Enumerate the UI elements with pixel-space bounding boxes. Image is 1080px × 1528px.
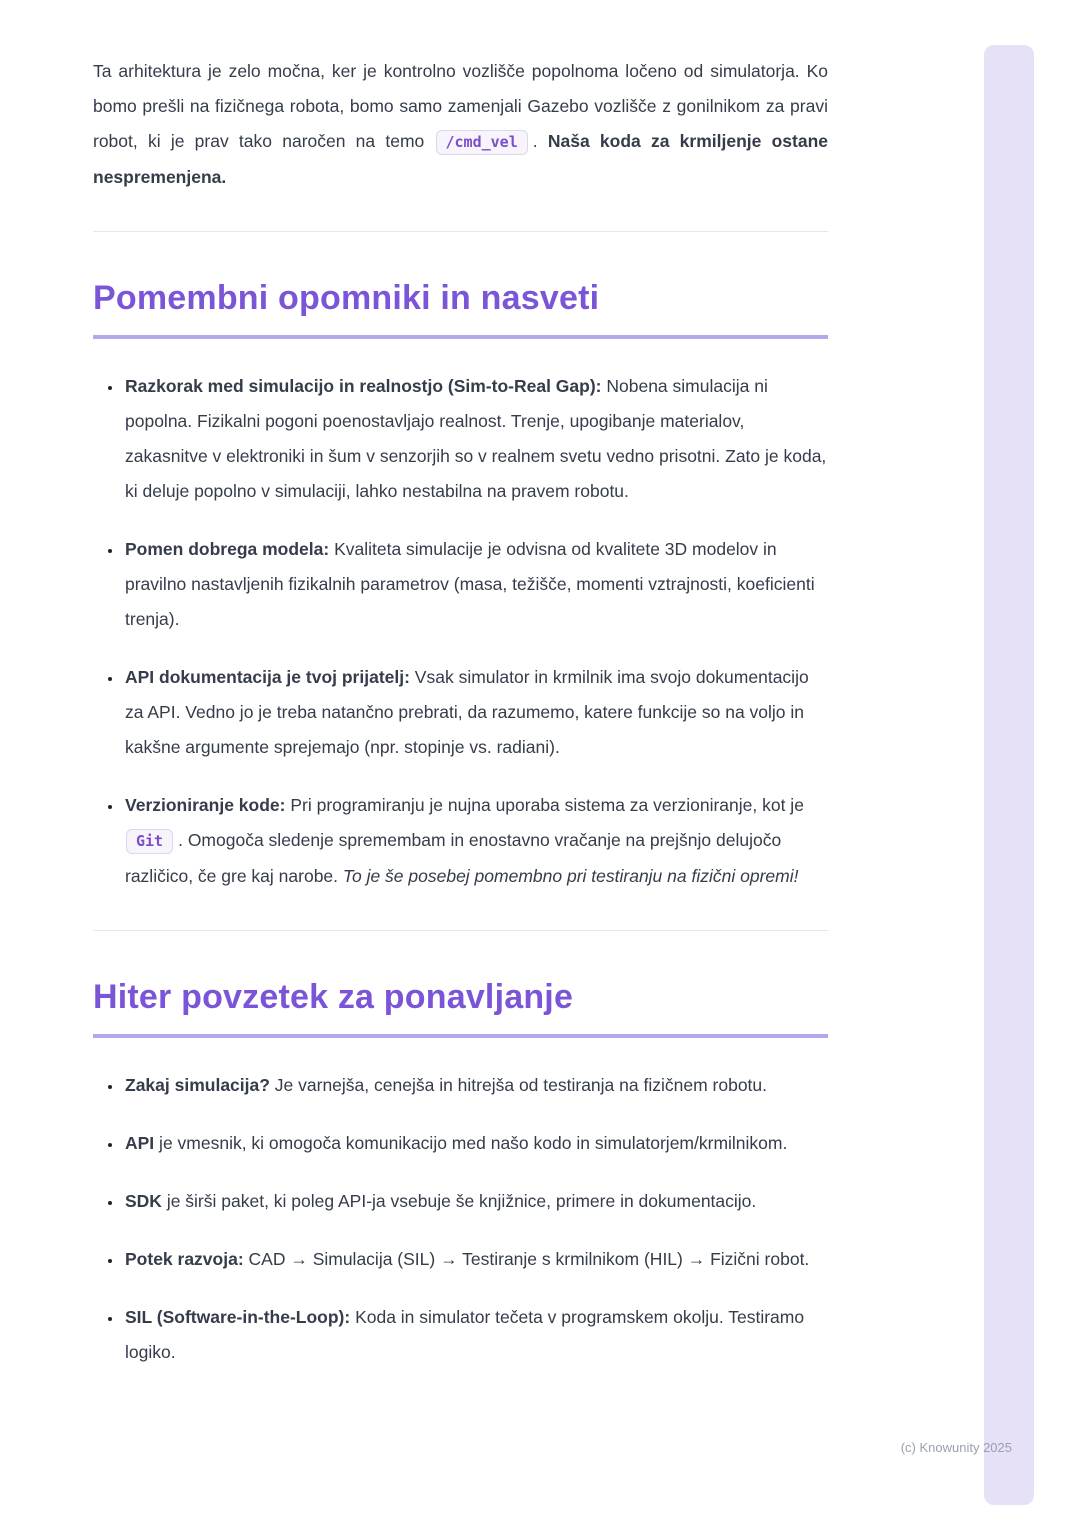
text-segment: Razkorak med simulacijo in realnostjo (Sim-to-Real Gap): xyxy=(125,375,602,396)
text-segment: Koda in simulator tečeta v programskem okolju. Testiramo logiko. xyxy=(125,1306,805,1362)
text-segment: SIL (Software-in-the-Loop): xyxy=(125,1306,351,1327)
text-segment: SDK xyxy=(125,1190,162,1211)
section-title-notes: Pomembni opomniki in nasveti xyxy=(93,278,828,339)
bullet-item xyxy=(123,369,828,509)
bullet-item xyxy=(123,1300,828,1370)
bullet-item xyxy=(123,1126,828,1161)
text-segment: Potek razvoja: xyxy=(125,1248,244,1269)
text-segment: CAD → Simulacija (SIL) → Testiranje s krmilnikom (HIL) → Fizični robot. xyxy=(243,1248,810,1269)
section-divider xyxy=(93,231,828,232)
text-segment: . Omogoča sledenje spremembam in enostavno vračanje na prejšnjo delujočo različico, če gre kaj narobe. xyxy=(125,829,782,886)
text-segment: je vmesnik, ki omogoča komunikacijo med našo kodo in simulatorjem/krmilnikom. xyxy=(154,1132,788,1153)
bullet-item xyxy=(123,788,828,894)
text-segment: je širši paket, ki poleg API-ja vsebuje še knjižnice, primere in dokumentacijo. xyxy=(161,1190,757,1211)
text-segment: Je varnejša, cenejša in hitrejša od testiranja na fizičnem robotu. xyxy=(269,1074,768,1095)
text-segment: Verzioniranje kode: xyxy=(125,794,286,815)
intro-paragraph xyxy=(93,54,828,195)
text-segment: Pomen dobrega modela: xyxy=(125,538,330,559)
inline-code-chip: /cmd_vel xyxy=(436,130,528,155)
text-segment: API dokumentacija je tvoj prijatelj: xyxy=(125,666,410,687)
text-segment: Ta arhitektura je zelo močna, ker je kontrolno vozlišče popolnoma ločeno od simulatorja. Ko bomo prešli na fizičnega robota, bomo samo zamenjali Gazebo vozlišče z gonilnikom za pravi robot, ki je prav tako naročen na temo xyxy=(93,61,828,151)
section-title-summary: Hiter povzetek za ponavljanje xyxy=(93,977,828,1038)
bullet-item xyxy=(123,1242,828,1277)
text-segment: . xyxy=(532,131,548,151)
text-segment: Vsak simulator in krmilnik ima svojo dokumentacijo za API. Vedno jo je treba natančno prebrati, da razumemo, katere funkcije so na voljo in kakšne argumente sprejemajo (npr. stopinje vs. radiani). xyxy=(125,666,809,757)
bullet-item xyxy=(123,1184,828,1219)
bullet-item xyxy=(123,1068,828,1103)
section-divider xyxy=(93,930,828,931)
text-segment: Zakaj simulacija? xyxy=(125,1074,270,1095)
scrollbar-track[interactable] xyxy=(984,45,1034,1505)
text-segment: API xyxy=(125,1132,155,1153)
text-segment: To je še posebej pomembno pri testiranju na fizični opremi! xyxy=(342,865,799,886)
text-segment: Naša koda za krmiljenje ostane nespremenjena. xyxy=(93,131,828,187)
bullet-item xyxy=(123,532,828,637)
copyright-footer: (c) Knowunity 2025 xyxy=(900,1440,1012,1455)
text-segment: Pri programiranju je nujna uporaba sistema za verzioniranje, kot je xyxy=(285,794,804,815)
text-segment: Kvaliteta simulacije je odvisna od kvalitete 3D modelov in pravilno nastavljenih fizikalnih parametrov (masa, težišče, momenti vztrajnosti, koeficienti trenja). xyxy=(125,538,815,629)
inline-code-chip: Git xyxy=(126,829,173,854)
bullet-list-notes xyxy=(93,369,828,894)
bullet-list-summary xyxy=(93,1068,828,1370)
bullet-item xyxy=(123,660,828,765)
text-segment: Nobena simulacija ni popolna. Fizikalni pogoni poenostavljajo realnost. Trenje, upogibanje materialov, zakasnitve v elektroniki in šum v senzorjih so v realnem svetu vedno prisotni. Zato je koda, ki deluje popolno v simulaciji, lahko nestabilna na pravem robotu. xyxy=(125,375,827,501)
